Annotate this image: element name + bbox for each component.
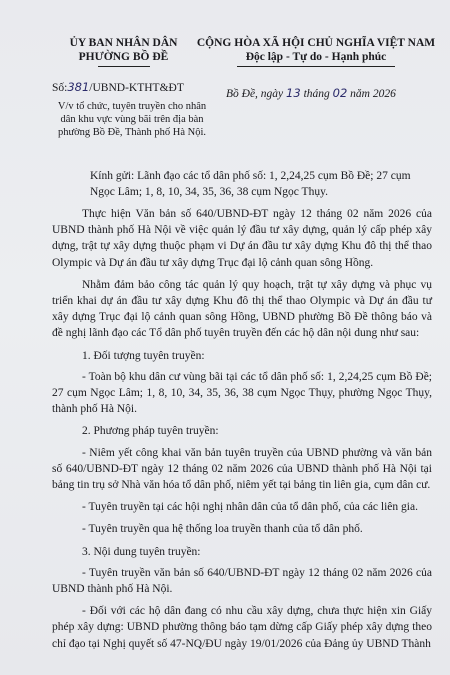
motto: Độc lập - Tự do - Hạnh phúc <box>245 51 387 63</box>
authority-underline <box>98 66 150 67</box>
date-day: 13 <box>286 86 301 100</box>
authority-line-1: ỦY BAN NHÂN DÂN <box>69 37 178 49</box>
national-motto <box>196 36 436 67</box>
document-number-handwritten: 381 <box>67 80 90 94</box>
issuing-authority <box>36 36 211 67</box>
document-body <box>52 206 432 658</box>
section-heading-2: 2. Phương pháp tuyên truyền: <box>82 425 219 438</box>
date-month-label: tháng <box>303 88 330 100</box>
date-prefix: Bồ Đề, ngày <box>226 88 284 100</box>
recipient-line: Kính gửi: Lãnh đạo các tổ dân phố số: 1, 2,24,25 cụm Bồ Đề; 27 cụm Ngọc Lâm; 1, 8, 10, 34, 35, 36, 38 cụm Ngọc Thụy. <box>90 170 411 198</box>
document-number <box>52 80 184 94</box>
section-1-item-a: - Toàn bộ khu dân cư vùng bãi tại các tổ dân phố số: 1, 2,24,25 cụm Bồ Đề; 27 cụm Ngọc Lâm; 1, 8, 10, 34, 35, 36, 38 cụm Ngọc Thụy, phường Ngọc Thụy, thành phố Hà Nội. <box>52 370 432 416</box>
body-paragraph-1: Thực hiện Văn bản số 640/UBND-ĐT ngày 12 tháng 02 năm 2026 của UBND thành phố Hà Nội về việc quản lý đầu tư xây dựng, quản lý cấp phép xây dựng, trật tự xây dựng thuộc phạm vi Dự án đầu tư xây dựng Khu đô thị thể thao Olympic và Dự án đầu tư xây dựng Trục đại lộ cảnh quan sông Hồng. <box>52 208 432 269</box>
section-3-item-a: - Tuyên truyền văn bản số 640/UBND-ĐT ngày 12 tháng 02 năm 2026 của UBND thành phố Hà Nội. <box>52 566 432 596</box>
document-date <box>226 86 396 100</box>
section-heading-1: 1. Đối tượng tuyên truyền: <box>82 349 205 362</box>
document-number-suffix: /UBND-KTHT&ĐT <box>89 82 184 94</box>
country-name: CỘNG HÒA XÃ HỘI CHỦ NGHĨA VIỆT NAM <box>196 37 436 49</box>
section-heading-3: 3. Nội dung tuyên truyền: <box>82 545 201 558</box>
date-year: năm 2026 <box>350 88 396 100</box>
section-3-item-b: - Đối với các hộ dân đang có nhu cầu xây dựng, chưa thực hiện xin Giấy phép xây dựng: UBND phường thông báo tạm dừng cấp Giấy phép xây dựng theo chỉ đạo tại Nghị quyết số 47-NQ/ĐU ngày 19/01/2026 của Đảng ủy UBND Thành <box>52 605 432 650</box>
section-2-item-a: - Niêm yết công khai văn bản tuyên truyền của UBND phường và văn bản số 640/UBND-ĐT ngày 12 tháng 02 năm 2026 của UBND thành phố Hà Nội tại bảng tin trụ sở Nhà văn hóa tổ dân phố, niêm yết tại bảng tin liên gia, cụm dân cư. <box>52 446 432 492</box>
authority-line-2: PHƯỜNG BỒ ĐỀ <box>78 51 169 63</box>
document-subject: V/v tổ chức, tuyên truyền cho nhân dân khu vực vùng bãi trên địa bàn phường Bồ Đề, Thành phố Hà Nội. <box>57 101 207 138</box>
document-number-prefix: Số: <box>52 82 68 94</box>
section-2-item-b: - Tuyên truyền tại các hội nghị nhân dân của tổ dân phố, của các liên gia. <box>82 501 418 514</box>
body-paragraph-2: Nhằm đảm bảo công tác quản lý quy hoạch, trật tự xây dựng và phục vụ triển khai dự án đầu tư xây dựng Khu đô thị thể thao Olympic và Dự án đầu tư xây dựng Trục đại lộ cảnh quan sông Hồng, UBND phường Bồ Đề thông báo và đề nghị lãnh đạo các Tổ dân phố tuyên truyền đến các hộ dân nội dung như sau: <box>52 278 432 340</box>
date-month: 02 <box>332 86 348 100</box>
motto-underline <box>237 66 395 67</box>
section-2-item-c: - Tuyên truyền qua hệ thống loa truyền thanh của tổ dân phố. <box>82 523 363 536</box>
